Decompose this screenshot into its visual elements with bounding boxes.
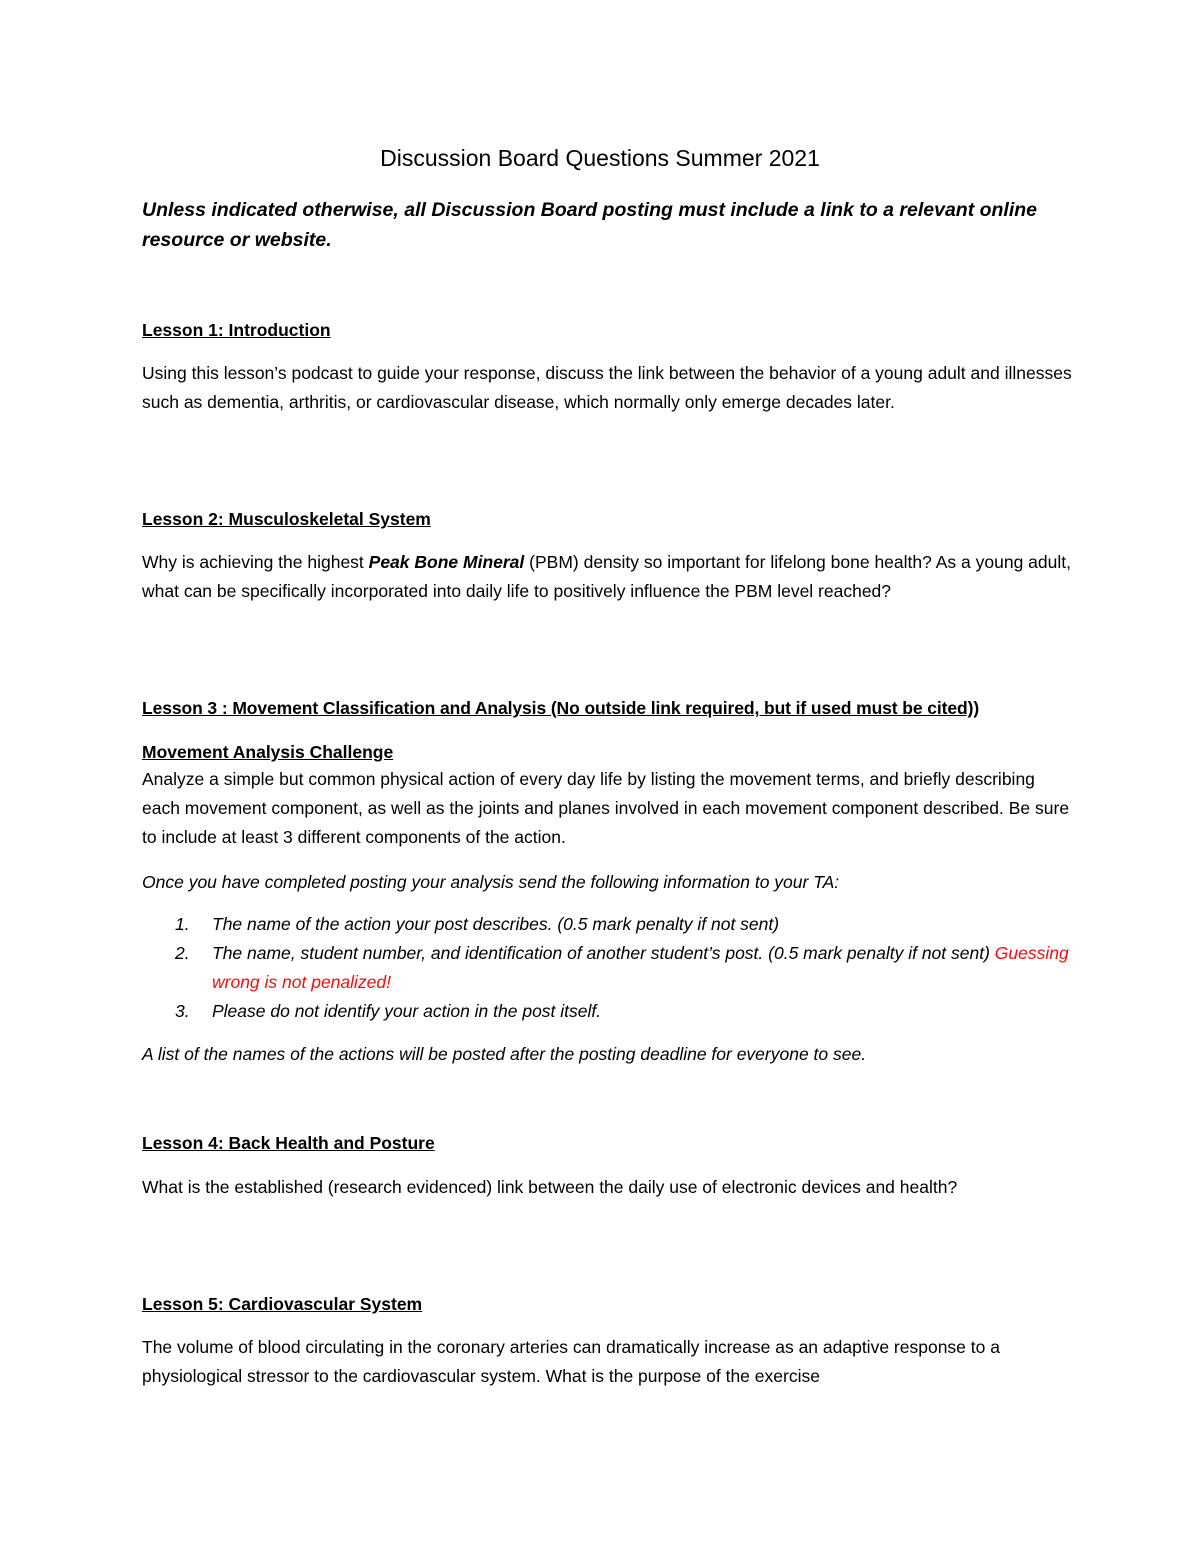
- list-item-number: 3.: [175, 1001, 190, 1021]
- movement-analysis-challenge-heading: Movement Analysis Challenge: [142, 742, 394, 762]
- ta-submission-list: [175, 910, 1075, 1026]
- lesson-3-closing-note: A list of the names of the actions will be posted after the posting deadline for everyone to see.: [142, 1044, 867, 1064]
- list-item: [175, 910, 1075, 939]
- posting-notice: Unless indicated otherwise, all Discussion Board posting must include a link to a relevant online resource or website.: [142, 199, 1038, 251]
- lesson-1-heading: Lesson 1: Introduction: [142, 320, 331, 340]
- lesson-2-text-start: Why is achieving the highest: [142, 552, 369, 572]
- peak-bone-mineral-term: Peak Bone Mineral: [368, 552, 525, 572]
- list-item-text: The name, student number, and identification of another student’s post. (0.5 mark penalty if not sent): [212, 943, 990, 963]
- lesson-5-question: The volume of blood circulating in the coronary arteries can dramatically increase as an adaptive response to a physiological stressor to the cardiovascular system. What is the purpose of the exercise: [142, 1337, 1000, 1386]
- list-item-text: The name of the action your post describes. (0.5 mark penalty if not sent): [212, 914, 780, 934]
- lesson-3-instruction: Once you have completed posting your analysis send the following information to your TA:: [142, 872, 840, 892]
- list-item: [175, 939, 1075, 997]
- list-item-number: 1.: [175, 914, 190, 934]
- lesson-5-heading: Lesson 5: Cardiovascular System: [142, 1294, 423, 1314]
- lesson-4-question: What is the established (research evidenced) link between the daily use of electronic devices and health?: [142, 1177, 958, 1197]
- lesson-4-heading: Lesson 4: Back Health and Posture: [142, 1133, 435, 1153]
- list-item: [175, 997, 1075, 1026]
- lesson-2-question: [142, 548, 1077, 606]
- lesson-2-heading: Lesson 2: Musculoskeletal System: [142, 509, 431, 529]
- guessing-note: Guessing wrong is not penalized!: [212, 943, 1069, 992]
- list-item-text: Please do not identify your action in the post itself.: [212, 1001, 602, 1021]
- list-item-number: 2.: [175, 943, 190, 963]
- lesson-3-question: Analyze a simple but common physical action of every day life by listing the movement terms, and briefly describing each movement component, as well as the joints and planes involved in each movement component described. Be sure to include at least 3 different components of the action.: [142, 769, 1070, 847]
- lesson-2-text-end: (PBM) density so important for lifelong bone health? As a young adult, what can be specifically incorporated into daily life to positively influence the PBM level reached?: [142, 552, 1071, 601]
- lesson-1-question: Using this lesson’s podcast to guide your response, discuss the link between the behavior of a young adult and illnesses such as dementia, arthritis, or cardiovascular disease, which normally only emerge decades later.: [142, 363, 1072, 412]
- lesson-3-heading: Lesson 3 : Movement Classification and Analysis (No outside link required, but if used must be cited)): [142, 698, 980, 718]
- page-title: Discussion Board Questions Summer 2021: [380, 145, 820, 171]
